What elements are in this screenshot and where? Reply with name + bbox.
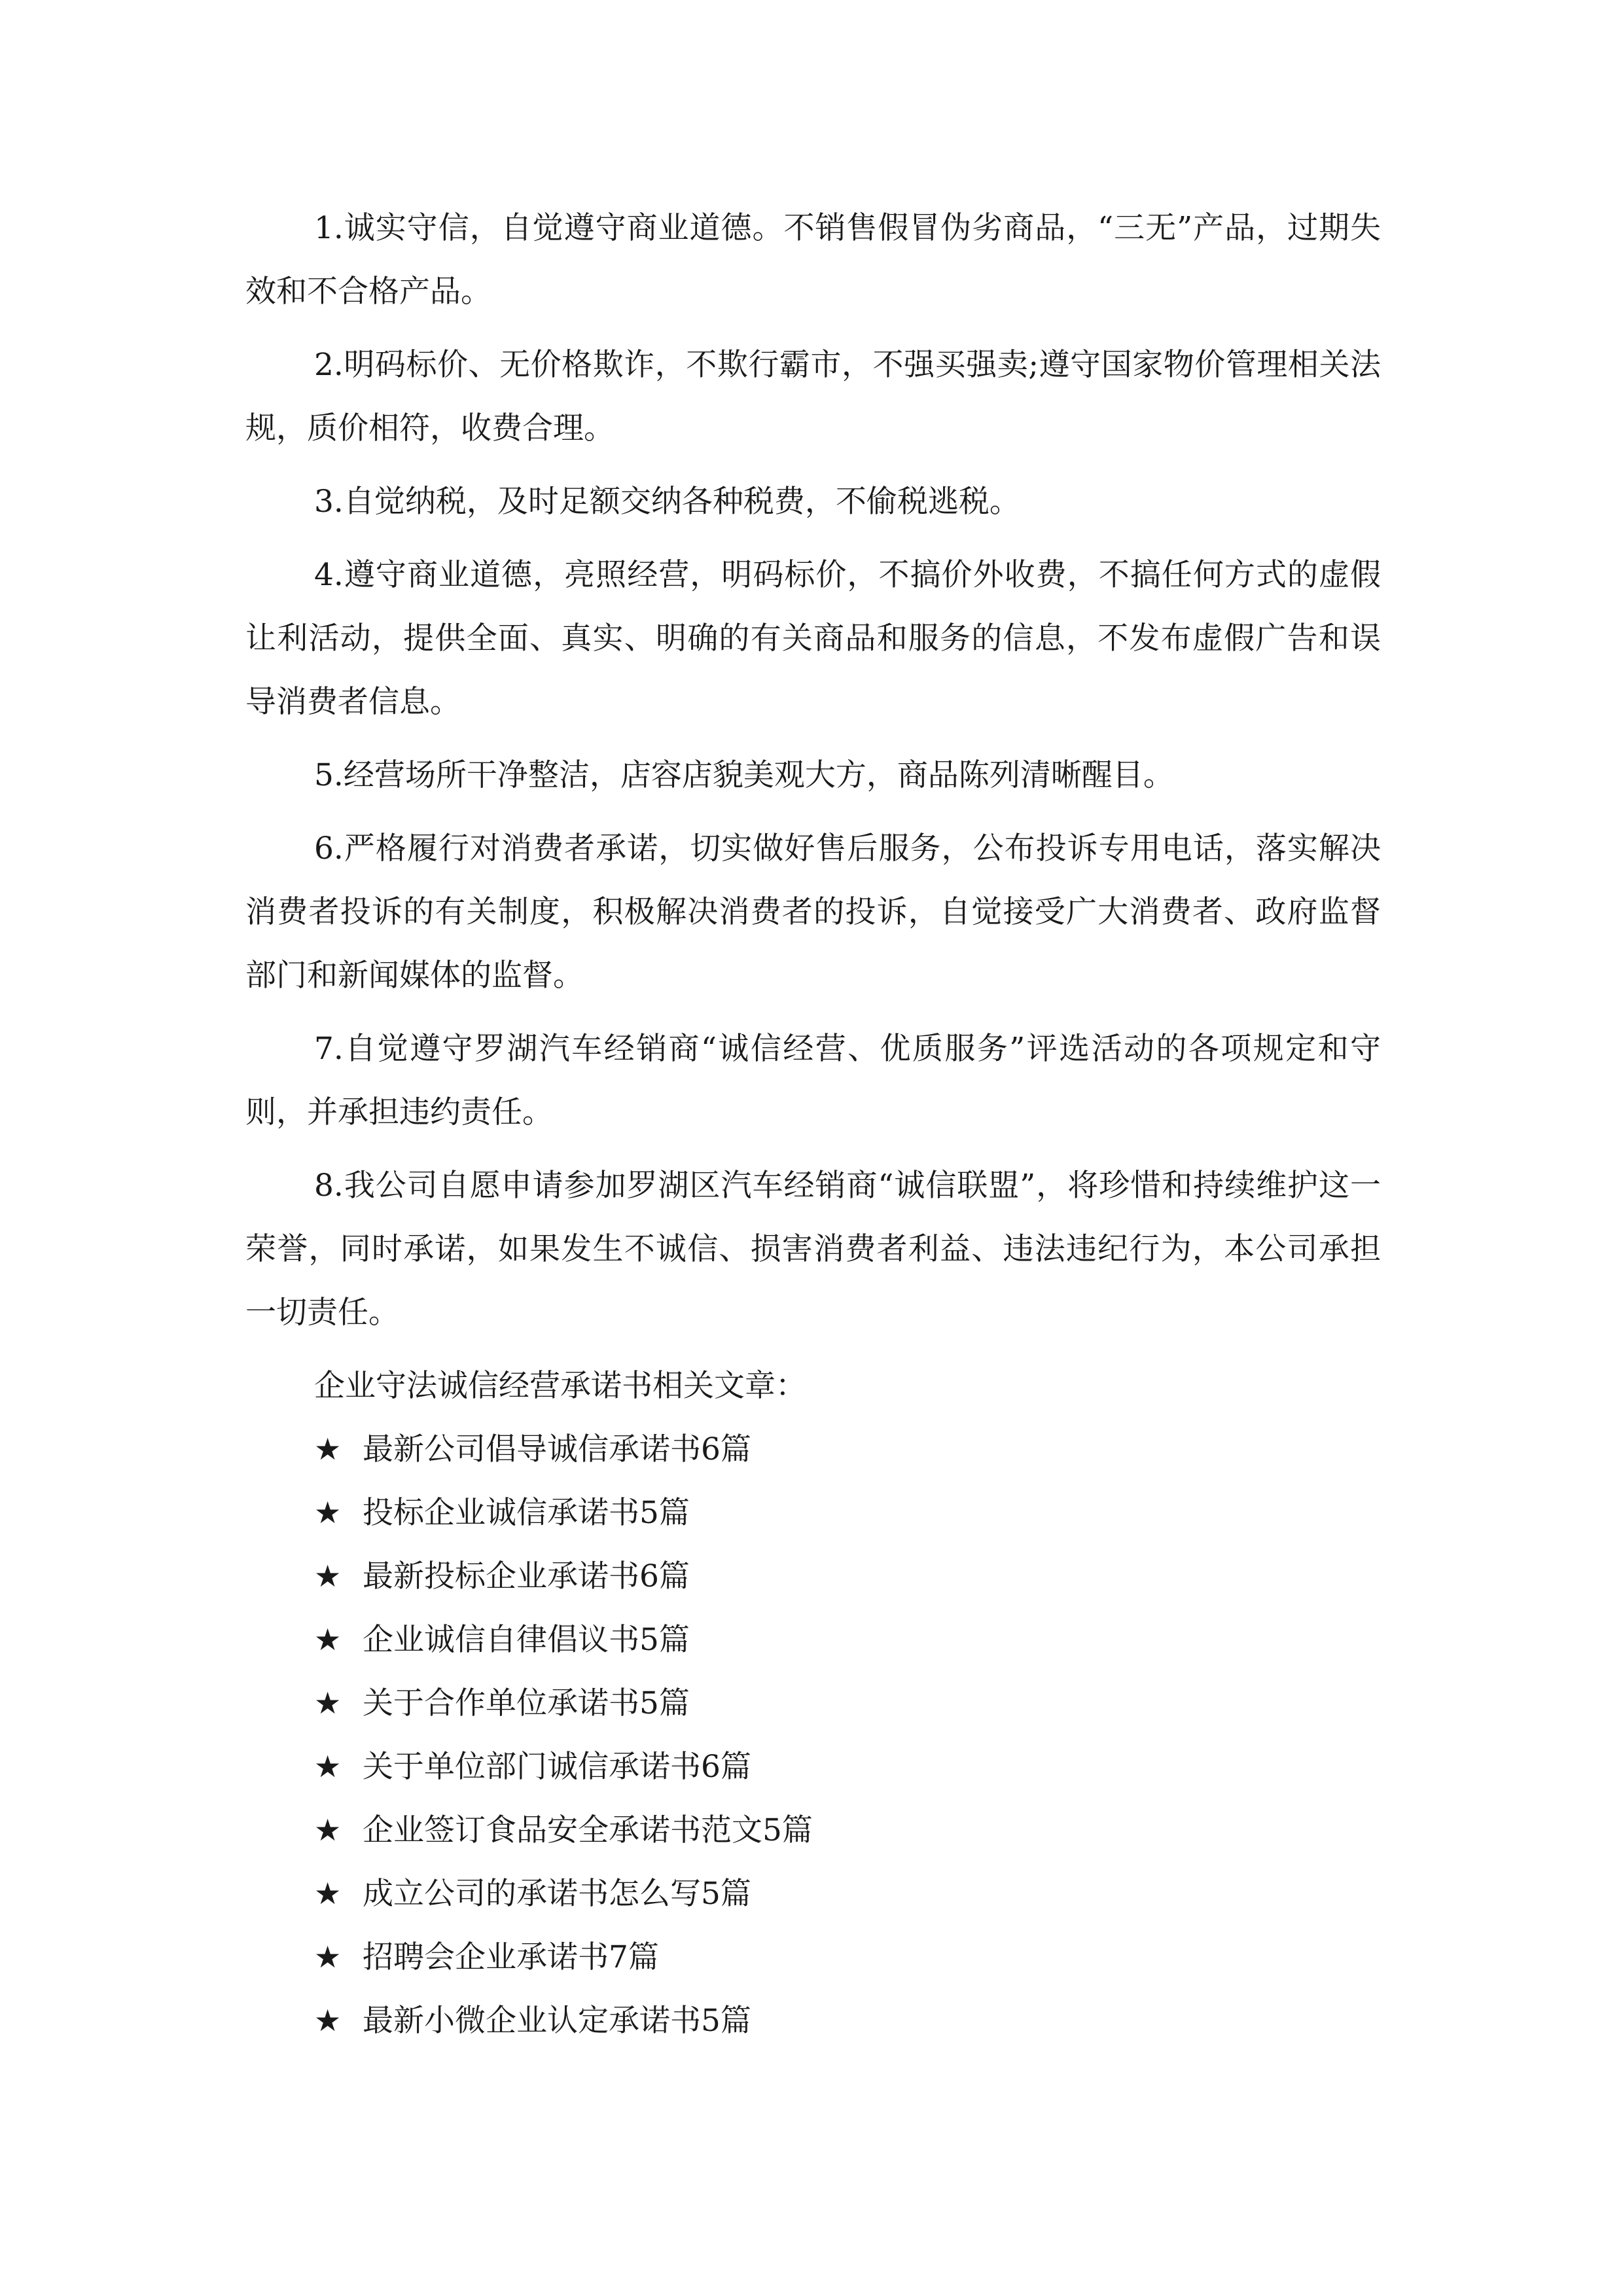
related-article-title: 企业签订食品安全承诺书范文5篇 bbox=[363, 1812, 813, 1848]
star-icon: ★ bbox=[314, 1685, 342, 1721]
related-article-link[interactable] bbox=[245, 1418, 1381, 1481]
star-icon: ★ bbox=[314, 1622, 342, 1657]
related-article-title: 最新小微企业认定承诺书5篇 bbox=[363, 2003, 751, 2039]
related-article-link[interactable] bbox=[245, 1989, 1381, 2053]
related-article-title: 关于单位部门诚信承诺书6篇 bbox=[363, 1749, 751, 1785]
related-article-title: 最新投标企业承诺书6篇 bbox=[363, 1558, 690, 1594]
related-article-title: 关于合作单位承诺书5篇 bbox=[363, 1685, 690, 1721]
related-article-title: 最新公司倡导诚信承诺书6篇 bbox=[363, 1431, 751, 1467]
related-article-link[interactable] bbox=[245, 1862, 1381, 1926]
related-articles-heading: 企业守法诚信经营承诺书相关文章： bbox=[314, 1368, 806, 1404]
commitment-paragraph-1: 1.诚实守信，自觉遵守商业道德。不销售假冒伪劣商品，“三无”产品，过期失效和不合格产品。 bbox=[245, 210, 1381, 310]
star-icon: ★ bbox=[314, 1939, 342, 1975]
star-icon: ★ bbox=[314, 1558, 342, 1594]
related-article-title: 企业诚信自律倡议书5篇 bbox=[363, 1622, 690, 1658]
commitment-paragraph-3: 3.自觉纳税，及时足额交纳各种税费，不偷税逃税。 bbox=[314, 484, 1020, 520]
related-article-title: 成立公司的承诺书怎么写5篇 bbox=[363, 1876, 751, 1912]
star-icon: ★ bbox=[314, 1876, 342, 1911]
related-article-title: 招聘会企业承诺书7篇 bbox=[363, 1939, 659, 1975]
related-article-link[interactable] bbox=[245, 1926, 1381, 1989]
related-articles-list bbox=[245, 1418, 1381, 2053]
star-icon: ★ bbox=[314, 1431, 342, 1467]
commitment-paragraph-7: 7.自觉遵守罗湖汽车经销商“诚信经营、优质服务”评选活动的各项规定和守则，并承担违约责任。 bbox=[245, 1031, 1381, 1130]
star-icon: ★ bbox=[314, 1812, 342, 1848]
related-article-link[interactable] bbox=[245, 1735, 1381, 1799]
commitment-paragraph-4: 4.遵守商业道德，亮照经营，明码标价，不搞价外收费，不搞任何方式的虚假让利活动，提供全面、真实、明确的有关商品和服务的信息，不发布虚假广告和误导消费者信息。 bbox=[245, 557, 1381, 720]
commitment-paragraph-5: 5.经营场所干净整洁，店容店貌美观大方，商品陈列清晰醒目。 bbox=[314, 757, 1174, 793]
commitment-paragraph-8: 8.我公司自愿申请参加罗湖区汽车经销商“诚信联盟”，将珍惜和持续维护这一荣誉，同时承诺，如果发生不诚信、损害消费者利益、违法违纪行为，本公司承担一切责任。 bbox=[245, 1168, 1381, 1331]
star-icon: ★ bbox=[314, 1495, 342, 1530]
commitment-paragraph-6: 6.严格履行对消费者承诺，切实做好售后服务，公布投诉专用电话，落实解决消费者投诉的有关制度，积极解决消费者的投诉，自觉接受广大消费者、政府监督部门和新闻媒体的监督。 bbox=[245, 831, 1381, 994]
related-article-link[interactable] bbox=[245, 1608, 1381, 1672]
document-page bbox=[245, 196, 1381, 2053]
star-icon: ★ bbox=[314, 2003, 342, 2038]
commitment-paragraph-2: 2.明码标价、无价格欺诈，不欺行霸市，不强买强卖;遵守国家物价管理相关法规，质价相符，收费合理。 bbox=[245, 347, 1381, 446]
related-article-link[interactable] bbox=[245, 1799, 1381, 1862]
related-article-title: 投标企业诚信承诺书5篇 bbox=[363, 1495, 690, 1531]
related-article-link[interactable] bbox=[245, 1545, 1381, 1608]
related-article-link[interactable] bbox=[245, 1672, 1381, 1735]
related-article-link[interactable] bbox=[245, 1481, 1381, 1545]
star-icon: ★ bbox=[314, 1749, 342, 1784]
